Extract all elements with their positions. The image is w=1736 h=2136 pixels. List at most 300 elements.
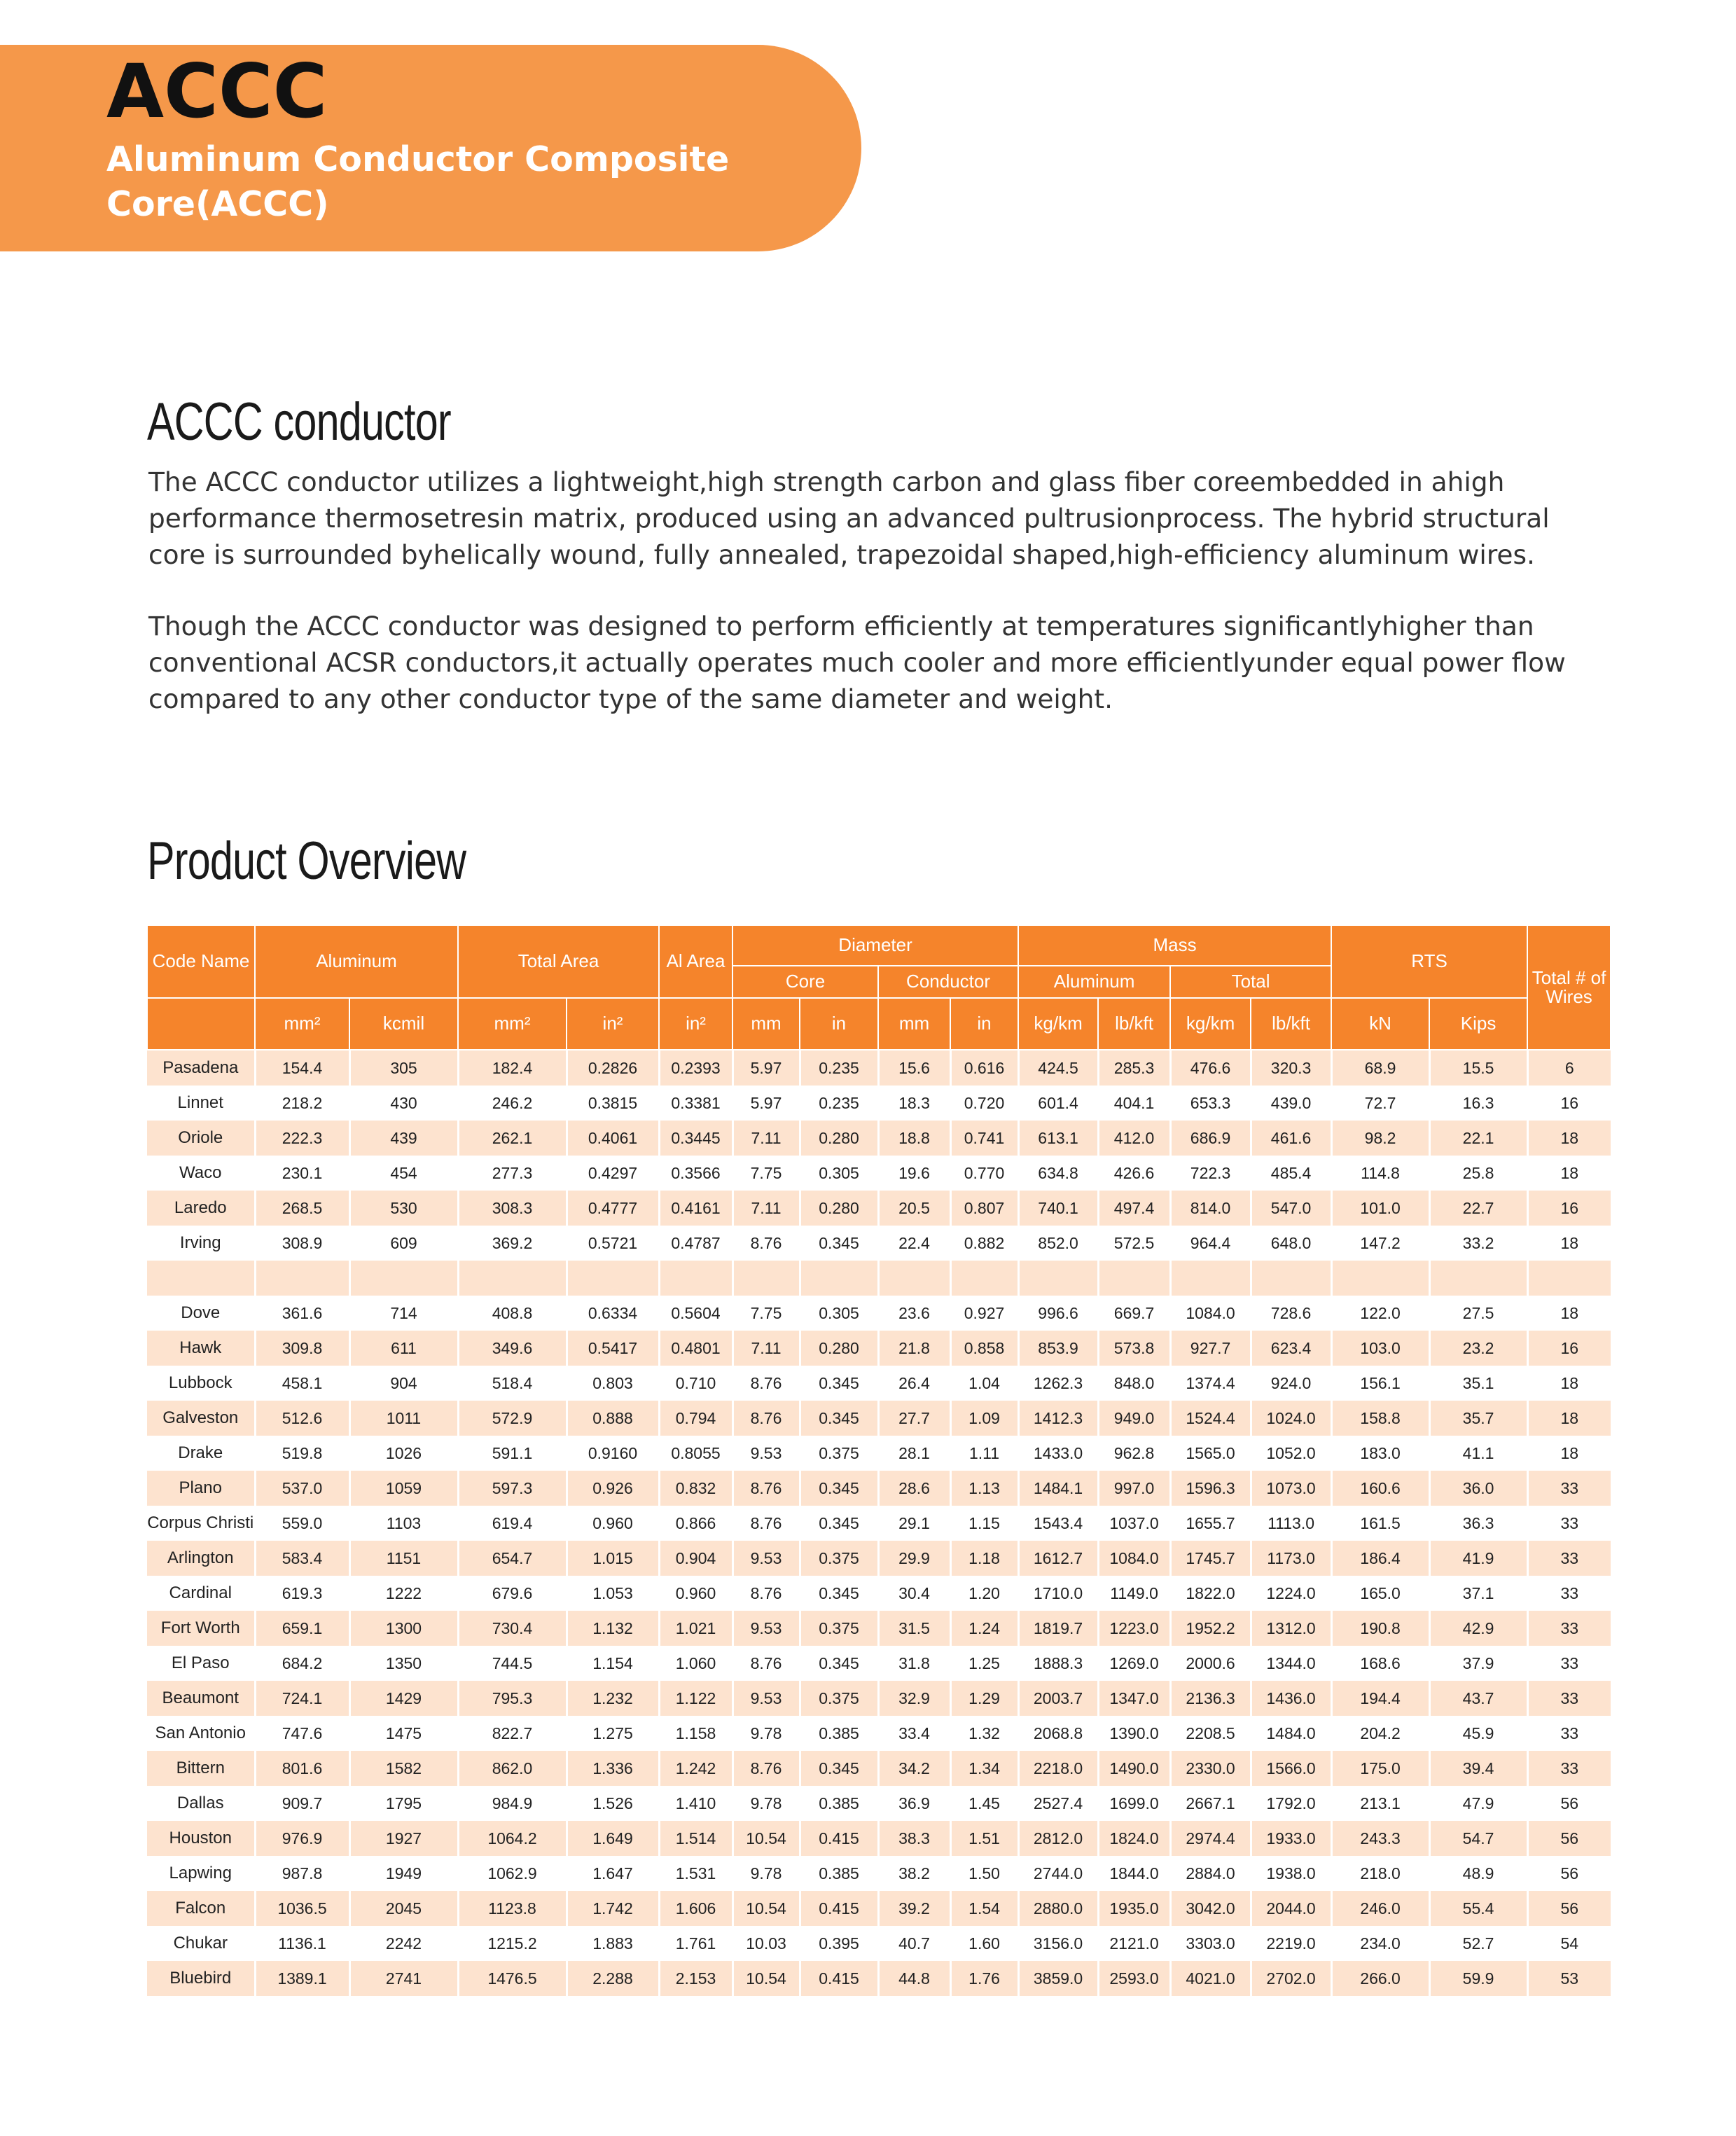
table-row bbox=[147, 1296, 1611, 1331]
table-cell bbox=[1170, 1261, 1251, 1296]
table-cell: 669.7 bbox=[1098, 1296, 1170, 1331]
table-cell: 18 bbox=[1527, 1436, 1611, 1471]
table-cell: 0.888 bbox=[567, 1401, 659, 1436]
table-cell: 927.7 bbox=[1170, 1331, 1251, 1366]
table-cell: 54 bbox=[1527, 1926, 1611, 1961]
unit-header: in bbox=[950, 998, 1018, 1050]
section-heading-overview: Product Overview bbox=[147, 831, 466, 891]
table-cell: 186.4 bbox=[1331, 1541, 1429, 1576]
header-rts: RTS bbox=[1331, 925, 1527, 998]
code-name-cell: Lapwing bbox=[147, 1856, 255, 1891]
table-cell: 1.275 bbox=[567, 1716, 659, 1751]
table-cell: 1490.0 bbox=[1098, 1751, 1170, 1786]
table-cell: 1.015 bbox=[567, 1541, 659, 1576]
code-name-cell: Pasadena bbox=[147, 1050, 255, 1086]
table-cell: 852.0 bbox=[1018, 1226, 1098, 1261]
table-cell: 33.4 bbox=[878, 1716, 950, 1751]
table-cell: 439.0 bbox=[1251, 1086, 1331, 1121]
table-cell: 1262.3 bbox=[1018, 1366, 1098, 1401]
table-cell: 114.8 bbox=[1331, 1156, 1429, 1191]
table-cell: 16 bbox=[1527, 1331, 1611, 1366]
table-cell: 0.235 bbox=[800, 1050, 878, 1086]
header-total-wires: Total # of Wires bbox=[1527, 925, 1611, 1050]
code-name-cell: Drake bbox=[147, 1436, 255, 1471]
code-name-cell: Falcon bbox=[147, 1891, 255, 1926]
product-overview-table bbox=[146, 924, 1611, 1996]
table-cell: 349.6 bbox=[458, 1331, 567, 1366]
table-cell: 175.0 bbox=[1331, 1751, 1429, 1786]
table-cell bbox=[1098, 1261, 1170, 1296]
table-cell: 1.18 bbox=[950, 1541, 1018, 1576]
table-cell: 1436.0 bbox=[1251, 1681, 1331, 1716]
table-cell: 230.1 bbox=[255, 1156, 349, 1191]
table-cell: 822.7 bbox=[458, 1716, 567, 1751]
table-cell: 2208.5 bbox=[1170, 1716, 1251, 1751]
table-cell: 2741 bbox=[349, 1961, 458, 1996]
table-cell: 22.7 bbox=[1429, 1191, 1527, 1226]
table-cell: 37.1 bbox=[1429, 1576, 1527, 1611]
unit-header: Kips bbox=[1429, 998, 1527, 1050]
table-row bbox=[147, 1401, 1611, 1436]
table-cell: 1475 bbox=[349, 1716, 458, 1751]
code-name-cell: Galveston bbox=[147, 1401, 255, 1436]
table-cell: 33 bbox=[1527, 1751, 1611, 1786]
unit-header: kg/km bbox=[1018, 998, 1098, 1050]
table-cell: 3042.0 bbox=[1170, 1891, 1251, 1926]
table-cell: 218.0 bbox=[1331, 1856, 1429, 1891]
table-cell: 3859.0 bbox=[1018, 1961, 1098, 1996]
table-cell: 1.60 bbox=[950, 1926, 1018, 1961]
table-cell: 3303.0 bbox=[1170, 1926, 1251, 1961]
table-cell: 21.8 bbox=[878, 1331, 950, 1366]
table-cell: 22.1 bbox=[1429, 1121, 1527, 1156]
table-cell: 7.11 bbox=[732, 1121, 800, 1156]
table-row bbox=[147, 1050, 1611, 1086]
table-cell: 404.1 bbox=[1098, 1086, 1170, 1121]
table-cell: 997.0 bbox=[1098, 1471, 1170, 1506]
table-cell: 0.720 bbox=[950, 1086, 1018, 1121]
header-conductor: Conductor bbox=[878, 966, 1018, 998]
table-cell: 984.9 bbox=[458, 1786, 567, 1821]
table-cell: 2884.0 bbox=[1170, 1856, 1251, 1891]
table-cell: 964.4 bbox=[1170, 1226, 1251, 1261]
table-cell: 213.1 bbox=[1331, 1786, 1429, 1821]
table-cell: 1.32 bbox=[950, 1716, 1018, 1751]
table-cell: 20.5 bbox=[878, 1191, 950, 1226]
table-cell: 10.54 bbox=[732, 1891, 800, 1926]
table-cell: 1935.0 bbox=[1098, 1891, 1170, 1926]
table-cell: 0.345 bbox=[800, 1646, 878, 1681]
table-cell: 862.0 bbox=[458, 1751, 567, 1786]
table-cell: 33 bbox=[1527, 1611, 1611, 1646]
table-cell: 728.6 bbox=[1251, 1296, 1331, 1331]
table-cell: 537.0 bbox=[255, 1471, 349, 1506]
code-name-cell bbox=[147, 1261, 255, 1296]
table-cell: 1927 bbox=[349, 1821, 458, 1856]
table-cell: 39.4 bbox=[1429, 1751, 1527, 1786]
header-diameter: Diameter bbox=[732, 925, 1018, 966]
table-cell: 9.78 bbox=[732, 1786, 800, 1821]
table-cell: 2218.0 bbox=[1018, 1751, 1098, 1786]
table-cell: 648.0 bbox=[1251, 1226, 1331, 1261]
table-cell: 518.4 bbox=[458, 1366, 567, 1401]
table-cell: 0.616 bbox=[950, 1050, 1018, 1086]
table-cell: 0.904 bbox=[659, 1541, 732, 1576]
table-cell: 1938.0 bbox=[1251, 1856, 1331, 1891]
table-cell: 305 bbox=[349, 1050, 458, 1086]
table-cell: 909.7 bbox=[255, 1786, 349, 1821]
table-cell: 0.385 bbox=[800, 1716, 878, 1751]
code-name-cell: Cardinal bbox=[147, 1576, 255, 1611]
table-cell: 0.280 bbox=[800, 1331, 878, 1366]
table-cell: 266.0 bbox=[1331, 1961, 1429, 1996]
table-cell: 22.4 bbox=[878, 1226, 950, 1261]
table-cell: 0.3381 bbox=[659, 1086, 732, 1121]
table-row bbox=[147, 1856, 1611, 1891]
table-cell: 28.1 bbox=[878, 1436, 950, 1471]
table-cell: 0.858 bbox=[950, 1331, 1018, 1366]
table-cell: 0.8055 bbox=[659, 1436, 732, 1471]
table-cell: 1103 bbox=[349, 1506, 458, 1541]
table-cell: 56 bbox=[1527, 1891, 1611, 1926]
table-cell: 1.122 bbox=[659, 1681, 732, 1716]
table-cell: 33 bbox=[1527, 1506, 1611, 1541]
table-cell: 37.9 bbox=[1429, 1646, 1527, 1681]
table-cell: 2.288 bbox=[567, 1961, 659, 1996]
table-cell: 40.7 bbox=[878, 1926, 950, 1961]
table-cell: 182.4 bbox=[458, 1050, 567, 1086]
table-cell: 23.2 bbox=[1429, 1331, 1527, 1366]
table-row bbox=[147, 1541, 1611, 1576]
table-cell: 519.8 bbox=[255, 1436, 349, 1471]
table-cell bbox=[255, 1261, 349, 1296]
table-cell: 1612.7 bbox=[1018, 1541, 1098, 1576]
code-name-cell: Corpus Christi bbox=[147, 1506, 255, 1541]
table-cell: 1952.2 bbox=[1170, 1611, 1251, 1646]
table-cell: 801.6 bbox=[255, 1751, 349, 1786]
table-row bbox=[147, 1891, 1611, 1926]
table-cell: 246.2 bbox=[458, 1086, 567, 1121]
table-cell: 795.3 bbox=[458, 1681, 567, 1716]
table-cell: 0.4801 bbox=[659, 1331, 732, 1366]
table-cell: 16 bbox=[1527, 1086, 1611, 1121]
table-cell: 1.04 bbox=[950, 1366, 1018, 1401]
table-row bbox=[147, 1156, 1611, 1191]
table-cell: 103.0 bbox=[1331, 1331, 1429, 1366]
table-cell: 1300 bbox=[349, 1611, 458, 1646]
table-cell bbox=[1527, 1261, 1611, 1296]
table-cell: 2.153 bbox=[659, 1961, 732, 1996]
table-cell: 653.3 bbox=[1170, 1086, 1251, 1121]
table-cell: 613.1 bbox=[1018, 1121, 1098, 1156]
table-cell: 0.960 bbox=[567, 1506, 659, 1541]
table-row bbox=[147, 1226, 1611, 1261]
table-cell: 1.20 bbox=[950, 1576, 1018, 1611]
table-cell: 31.8 bbox=[878, 1646, 950, 1681]
header-aluminum: Aluminum bbox=[255, 925, 458, 998]
table-cell: 55.4 bbox=[1429, 1891, 1527, 1926]
table-cell: 1.526 bbox=[567, 1786, 659, 1821]
table-cell: 1136.1 bbox=[255, 1926, 349, 1961]
table-row bbox=[147, 1366, 1611, 1401]
table-cell: 0.2393 bbox=[659, 1050, 732, 1086]
table-cell: 1.51 bbox=[950, 1821, 1018, 1856]
table-cell: 611 bbox=[349, 1331, 458, 1366]
table-cell: 1269.0 bbox=[1098, 1646, 1170, 1681]
table-cell: 1.649 bbox=[567, 1821, 659, 1856]
table-cell: 1084.0 bbox=[1098, 1541, 1170, 1576]
table-cell: 0.395 bbox=[800, 1926, 878, 1961]
table-cell: 101.0 bbox=[1331, 1191, 1429, 1226]
table-cell: 38.3 bbox=[878, 1821, 950, 1856]
table-cell: 1824.0 bbox=[1098, 1821, 1170, 1856]
table-cell: 56 bbox=[1527, 1821, 1611, 1856]
table-cell bbox=[1429, 1261, 1527, 1296]
table-row bbox=[147, 1471, 1611, 1506]
table-cell: 1223.0 bbox=[1098, 1611, 1170, 1646]
table-cell: 0.305 bbox=[800, 1296, 878, 1331]
table-cell: 659.1 bbox=[255, 1611, 349, 1646]
table-cell: 426.6 bbox=[1098, 1156, 1170, 1191]
table-cell: 0.280 bbox=[800, 1191, 878, 1226]
table-cell: 1888.3 bbox=[1018, 1646, 1098, 1681]
table-cell: 1.060 bbox=[659, 1646, 732, 1681]
code-name-cell: Hawk bbox=[147, 1331, 255, 1366]
table-row bbox=[147, 1961, 1611, 1996]
code-name-cell: Beaumont bbox=[147, 1681, 255, 1716]
unit-header: mm bbox=[732, 998, 800, 1050]
table-cell: 1350 bbox=[349, 1646, 458, 1681]
table-cell: 0.3566 bbox=[659, 1156, 732, 1191]
table-cell: 1.132 bbox=[567, 1611, 659, 1646]
table-cell: 583.4 bbox=[255, 1541, 349, 1576]
table-cell: 98.2 bbox=[1331, 1121, 1429, 1156]
table-cell: 7.75 bbox=[732, 1156, 800, 1191]
table-cell: 1.761 bbox=[659, 1926, 732, 1961]
table-cell: 619.4 bbox=[458, 1506, 567, 1541]
table-cell: 7.75 bbox=[732, 1296, 800, 1331]
table-cell: 572.9 bbox=[458, 1401, 567, 1436]
table-cell: 1.45 bbox=[950, 1786, 1018, 1821]
table-cell: 1.242 bbox=[659, 1751, 732, 1786]
table-cell: 222.3 bbox=[255, 1121, 349, 1156]
table-cell: 987.8 bbox=[255, 1856, 349, 1891]
table-cell: 924.0 bbox=[1251, 1366, 1331, 1401]
table-cell: 33 bbox=[1527, 1471, 1611, 1506]
table-cell: 56 bbox=[1527, 1786, 1611, 1821]
table-cell: 814.0 bbox=[1170, 1191, 1251, 1226]
unit-header: lb/kft bbox=[1098, 998, 1170, 1050]
table-cell: 29.9 bbox=[878, 1541, 950, 1576]
table-cell: 424.5 bbox=[1018, 1050, 1098, 1086]
table-cell: 1949 bbox=[349, 1856, 458, 1891]
intro-paragraph-2: Though the ACCC conductor was designed to perform efficiently at temperatures significantlyhigher than conventional ACSR conductors,it actually operates much cooler and more efficientlyunder equal power flow compared to any other conductor type of the same diameter and weight. bbox=[148, 611, 1566, 714]
table-cell: 2000.6 bbox=[1170, 1646, 1251, 1681]
table-cell: 10.54 bbox=[732, 1961, 800, 1996]
table-cell: 601.4 bbox=[1018, 1086, 1098, 1121]
table-cell: 8.76 bbox=[732, 1226, 800, 1261]
table-cell: 1.15 bbox=[950, 1506, 1018, 1541]
code-name-cell: Plano bbox=[147, 1471, 255, 1506]
table-cell: 7.11 bbox=[732, 1331, 800, 1366]
table-cell: 1.514 bbox=[659, 1821, 732, 1856]
table-cell: 1151 bbox=[349, 1541, 458, 1576]
table-cell: 28.6 bbox=[878, 1471, 950, 1506]
table-cell: 0.794 bbox=[659, 1401, 732, 1436]
table-cell: 9.53 bbox=[732, 1436, 800, 1471]
table-cell: 9.78 bbox=[732, 1716, 800, 1751]
table-cell: 1.336 bbox=[567, 1751, 659, 1786]
table-cell: 54.7 bbox=[1429, 1821, 1527, 1856]
table-cell: 1037.0 bbox=[1098, 1506, 1170, 1541]
table-cell: 9.53 bbox=[732, 1541, 800, 1576]
table-cell: 2242 bbox=[349, 1926, 458, 1961]
table-cell: 714 bbox=[349, 1296, 458, 1331]
table-cell bbox=[567, 1261, 659, 1296]
table-cell: 18 bbox=[1527, 1156, 1611, 1191]
table-cell: 0.415 bbox=[800, 1891, 878, 1926]
table-cell: 572.5 bbox=[1098, 1226, 1170, 1261]
table-cell: 8.76 bbox=[732, 1401, 800, 1436]
table-cell: 43.7 bbox=[1429, 1681, 1527, 1716]
unit-header: kg/km bbox=[1170, 998, 1251, 1050]
table-row bbox=[147, 1261, 1611, 1296]
table-cell: 0.927 bbox=[950, 1296, 1018, 1331]
table-row bbox=[147, 1751, 1611, 1786]
table-cell: 1566.0 bbox=[1251, 1751, 1331, 1786]
table-cell: 165.0 bbox=[1331, 1576, 1429, 1611]
table-cell: 0.280 bbox=[800, 1121, 878, 1156]
table-cell: 0.803 bbox=[567, 1366, 659, 1401]
table-cell: 0.345 bbox=[800, 1506, 878, 1541]
table-cell: 0.385 bbox=[800, 1856, 878, 1891]
table-cell: 243.3 bbox=[1331, 1821, 1429, 1856]
table-cell: 0.5604 bbox=[659, 1296, 732, 1331]
table-cell: 3156.0 bbox=[1018, 1926, 1098, 1961]
code-name-cell: Waco bbox=[147, 1156, 255, 1191]
table-cell: 39.2 bbox=[878, 1891, 950, 1926]
table-cell: 2219.0 bbox=[1251, 1926, 1331, 1961]
table-row bbox=[147, 1331, 1611, 1366]
table-cell: 0.9160 bbox=[567, 1436, 659, 1471]
table-cell: 33 bbox=[1527, 1681, 1611, 1716]
table-cell: 0.345 bbox=[800, 1576, 878, 1611]
table-cell: 722.3 bbox=[1170, 1156, 1251, 1191]
header-mass-total: Total bbox=[1170, 966, 1331, 998]
table-cell: 8.76 bbox=[732, 1506, 800, 1541]
table-row bbox=[147, 1646, 1611, 1681]
table-cell: 461.6 bbox=[1251, 1121, 1331, 1156]
table-cell: 15.6 bbox=[878, 1050, 950, 1086]
table-cell: 6 bbox=[1527, 1050, 1611, 1086]
table-cell: 2330.0 bbox=[1170, 1751, 1251, 1786]
table-cell bbox=[659, 1261, 732, 1296]
table-cell: 1476.5 bbox=[458, 1961, 567, 1996]
table-cell: 5.97 bbox=[732, 1050, 800, 1086]
table-cell bbox=[458, 1261, 567, 1296]
table-row bbox=[147, 1821, 1611, 1856]
table-cell: 41.9 bbox=[1429, 1541, 1527, 1576]
table-cell: 1.25 bbox=[950, 1646, 1018, 1681]
table-cell: 0.4297 bbox=[567, 1156, 659, 1191]
table-cell: 38.2 bbox=[878, 1856, 950, 1891]
table-cell: 246.0 bbox=[1331, 1891, 1429, 1926]
table-cell: 1710.0 bbox=[1018, 1576, 1098, 1611]
table-cell: 1.11 bbox=[950, 1436, 1018, 1471]
table-cell: 1822.0 bbox=[1170, 1576, 1251, 1611]
table-cell: 308.9 bbox=[255, 1226, 349, 1261]
table-cell: 1412.3 bbox=[1018, 1401, 1098, 1436]
table-row bbox=[147, 1506, 1611, 1541]
table-cell: 0.345 bbox=[800, 1366, 878, 1401]
table-cell: 1.50 bbox=[950, 1856, 1018, 1891]
intro-paragraph-1: The ACCC conductor utilizes a lightweight,high strength carbon and glass fiber coreembedded in ahigh performance thermosetresin matrix, produced using an advanced pultrusionprocess. The hybrid structural core is surrounded byhelically wound, fully annealed, trapezoidal shaped,high-efficiency aluminum wires. bbox=[148, 466, 1550, 570]
table-cell: 31.5 bbox=[878, 1611, 950, 1646]
table-row bbox=[147, 1191, 1611, 1226]
table-cell: 7.11 bbox=[732, 1191, 800, 1226]
section-heading-conductor: ACCC conductor bbox=[147, 392, 451, 452]
table-cell: 2068.8 bbox=[1018, 1716, 1098, 1751]
table-cell: 36.9 bbox=[878, 1786, 950, 1821]
table-cell: 9.53 bbox=[732, 1611, 800, 1646]
table-row bbox=[147, 1716, 1611, 1751]
table-cell: 25.8 bbox=[1429, 1156, 1527, 1191]
table-cell: 147.2 bbox=[1331, 1226, 1429, 1261]
table-cell: 1113.0 bbox=[1251, 1506, 1331, 1541]
table-cell: 4021.0 bbox=[1170, 1961, 1251, 1996]
unit-header: mm² bbox=[255, 998, 349, 1050]
code-name-cell: Houston bbox=[147, 1821, 255, 1856]
table-cell: 1933.0 bbox=[1251, 1821, 1331, 1856]
table-cell: 1.158 bbox=[659, 1716, 732, 1751]
table-cell: 361.6 bbox=[255, 1296, 349, 1331]
table-cell: 609 bbox=[349, 1226, 458, 1261]
table-cell: 0.3815 bbox=[567, 1086, 659, 1121]
table-cell: 5.97 bbox=[732, 1086, 800, 1121]
table-cell: 234.0 bbox=[1331, 1926, 1429, 1961]
table-cell: 2880.0 bbox=[1018, 1891, 1098, 1926]
table-cell: 0.4787 bbox=[659, 1226, 732, 1261]
table-cell: 744.5 bbox=[458, 1646, 567, 1681]
table-cell: 30.4 bbox=[878, 1576, 950, 1611]
table-cell: 512.6 bbox=[255, 1401, 349, 1436]
table-cell: 0.375 bbox=[800, 1611, 878, 1646]
table-cell: 2527.4 bbox=[1018, 1786, 1098, 1821]
table-cell bbox=[1251, 1261, 1331, 1296]
table-cell: 1.606 bbox=[659, 1891, 732, 1926]
table-cell: 59.9 bbox=[1429, 1961, 1527, 1996]
table-cell: 1062.9 bbox=[458, 1856, 567, 1891]
table-cell: 634.8 bbox=[1018, 1156, 1098, 1191]
table-cell: 9.53 bbox=[732, 1681, 800, 1716]
table-cell: 1.883 bbox=[567, 1926, 659, 1961]
table-cell: 0.866 bbox=[659, 1506, 732, 1541]
table-cell bbox=[1018, 1261, 1098, 1296]
unit-header: mm² bbox=[458, 998, 567, 1050]
table-cell: 1036.5 bbox=[255, 1891, 349, 1926]
table-cell: 1011 bbox=[349, 1401, 458, 1436]
table-cell: 35.1 bbox=[1429, 1366, 1527, 1401]
table-cell: 949.0 bbox=[1098, 1401, 1170, 1436]
unit-header: kN bbox=[1331, 998, 1429, 1050]
table-cell: 0.926 bbox=[567, 1471, 659, 1506]
table-cell: 559.0 bbox=[255, 1506, 349, 1541]
table-cell: 15.5 bbox=[1429, 1050, 1527, 1086]
table-cell: 0.3445 bbox=[659, 1121, 732, 1156]
table-cell bbox=[800, 1261, 878, 1296]
banner-subtitle: Aluminum Conductor Composite Core(ACCC) bbox=[106, 139, 730, 224]
table-cell: 1484.0 bbox=[1251, 1716, 1331, 1751]
